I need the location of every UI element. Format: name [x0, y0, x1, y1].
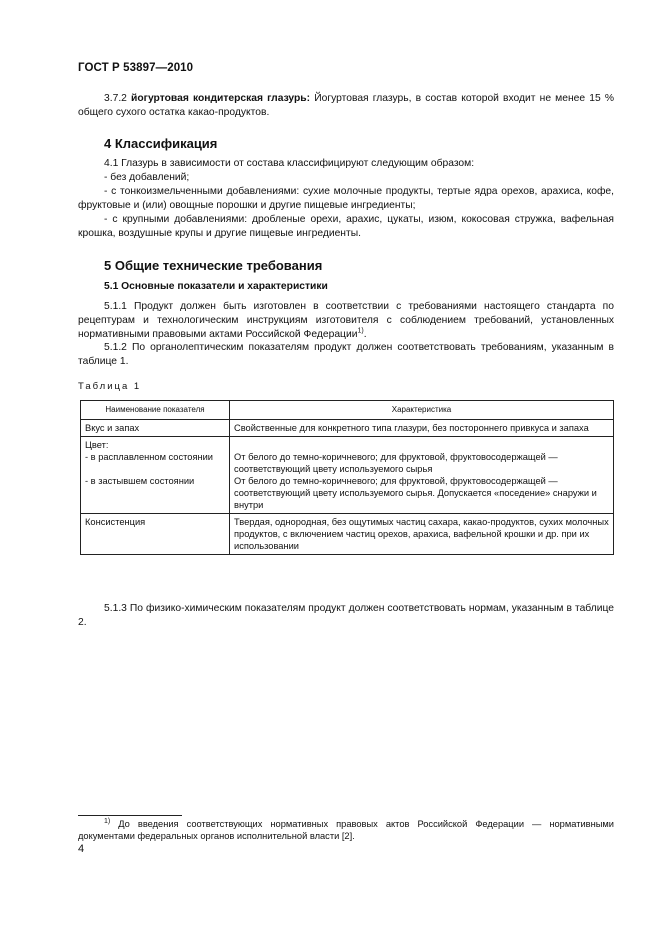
table-cell: Цвет: - в расплавленном состоянии - в застывшем состоянии — [81, 437, 230, 514]
table-1 — [80, 400, 614, 555]
column-header: Наименование показателя — [81, 401, 230, 420]
table-caption: Таблица 1 — [78, 381, 142, 392]
table-cell: Свойственные для конкретного типа глазури, без постороннего привкуса и запаха — [230, 420, 614, 437]
page-number: 4 — [78, 843, 85, 855]
paragraph-4-1: 4.1 Глазурь в зависимости от состава классифицируют следующим образом: — [104, 158, 475, 169]
footnote: $^{1)}$ До введения соответствующих нормативных правовых актов Российской Федерации — нормативными документами федеральных органов исполнительной власти [2]. — [78, 817, 614, 841]
table-row — [81, 420, 614, 437]
section-heading-4: 4 Классификация — [104, 136, 218, 151]
subsection-heading-5-1: 5.1 Основные показатели и характеристики — [104, 281, 328, 292]
footnote-ref: 1) — [357, 327, 364, 335]
paragraph-5-1-3: 5.1.3 По физико-химическим показателям продукт должен соответствовать нормам, указанным в таблице 2. — [78, 603, 614, 628]
clause-number: 3.7.2 — [104, 93, 127, 104]
column-header: Характеристика — [230, 401, 614, 420]
list-item: - с тонкоизмельченными добавлениями: сухие молочные продукты, тертые ядра орехов, арахиса, кофе, фруктовые и (или) овощные порошки и другие пищевые ингредиенты; — [78, 186, 614, 211]
paragraph-5-1-2: 5.1.2 По органолептическим показателям продукт должен соответствовать требованиям, указанным в таблице 1. — [78, 342, 614, 367]
list-item: - без добавлений; — [104, 172, 190, 183]
table-cell: От белого до темно-коричневого; для фруктовой, фруктовосодержащей — соответствующий цвету используемого сырья От белого до темно-коричневого; для фруктовой, фруктовосодержащей — соответствующий цвету используемого сырья. Допускается «поседение» снаружи и внутри — [230, 437, 614, 514]
table-header-row — [81, 401, 614, 420]
term: йогуртовая кондитерская глазурь: — [131, 93, 311, 104]
table-cell: Консистенция — [81, 514, 230, 555]
definition-text: Йогуртовая глазурь, в состав которой входит не менее 15 % общего сухого остатка какао-продуктов. — [78, 93, 614, 118]
table-cell: Твердая, однородная, без ощутимых частиц сахара, какао-продуктов, сухих молочных продуктов, с включением частиц орехов, арахиса, вафельной крошки и др. при их использовании — [230, 514, 614, 555]
list-item: - с крупными добавлениями: дробленые орехи, арахис, цукаты, изюм, кокосовая стружка, вафельная крошка, воздушные крупы и другие пищевые ингредиенты. — [78, 214, 614, 239]
table-cell: Вкус и запах — [81, 420, 230, 437]
footnote-mark: 1) — [104, 817, 111, 825]
table-row — [81, 514, 614, 555]
document-header: ГОСТ Р 53897—2010 — [78, 62, 194, 74]
table-row — [81, 437, 614, 514]
paragraph-3-7-2 — [78, 92, 614, 120]
footnote-divider — [78, 815, 182, 816]
section-heading-5: 5 Общие технические требования — [104, 258, 323, 273]
paragraph-5-1-1: 5.1.1 Продукт должен быть изготовлен в соответствии с требованиями настоящего стандарта по рецептурам и технологическим инструкциям изготовителя с соблюдением требований, установленных нормативными правовыми актами Российской Федерации$^{1)}$. — [78, 301, 614, 340]
